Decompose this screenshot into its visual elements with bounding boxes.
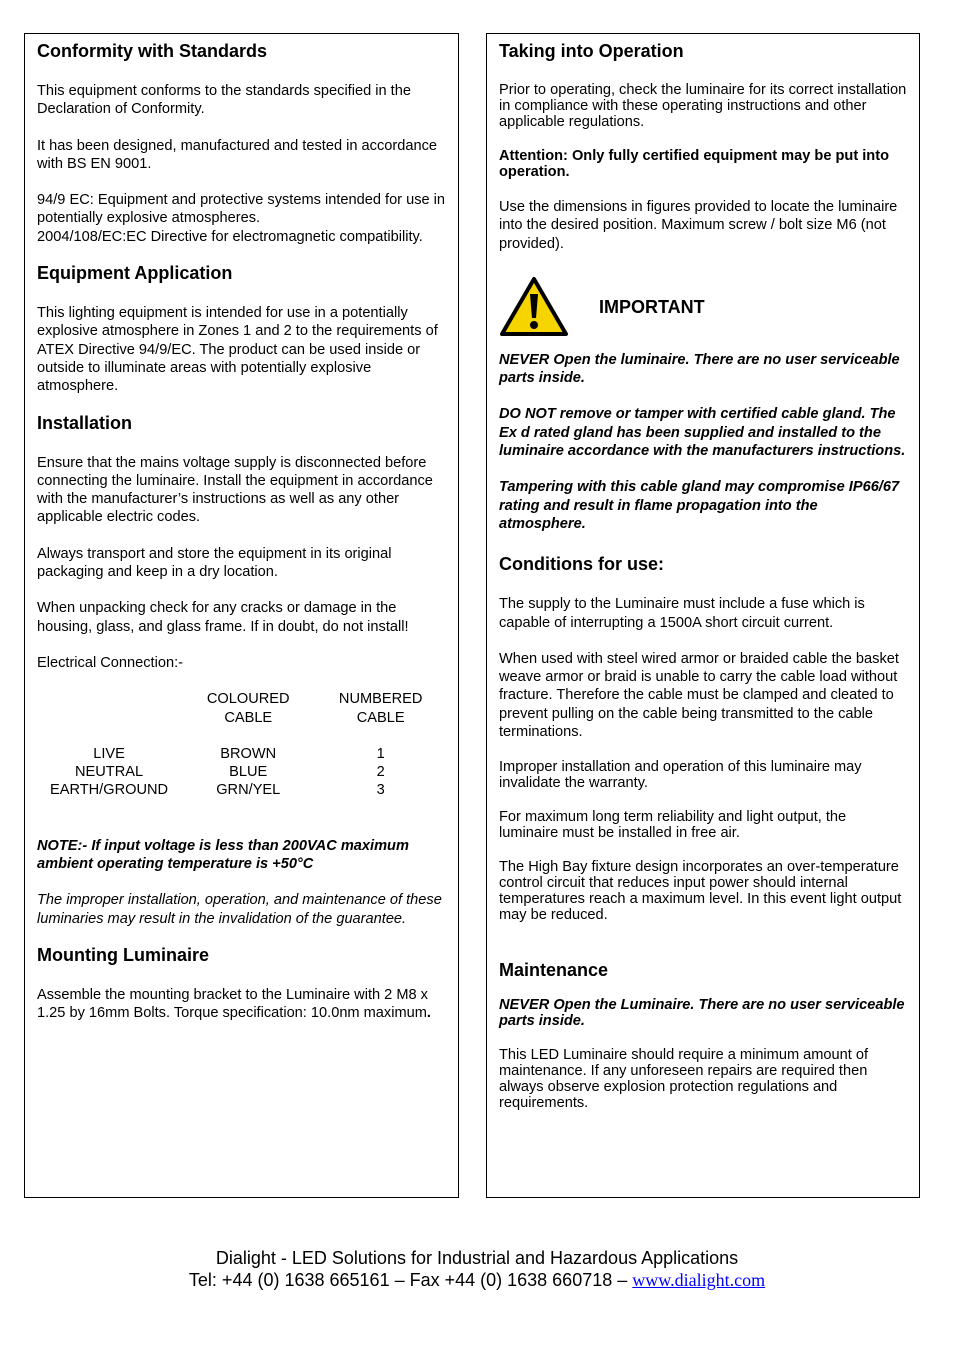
left-column [24,33,459,1198]
mounting-title: Mounting Luminaire [37,944,209,965]
important-warning-1: NEVER Open the luminaire. There are no user serviceable parts inside. [499,351,900,387]
table-cell: BROWN [220,745,277,762]
maintenance-warning: NEVER Open the Luminaire. There are no user serviceable parts inside. [499,997,905,1030]
table-cell: 2 [376,764,385,781]
conditions-p4: For maximum long term reliability and light output, the luminaire must be installed in free air. [499,809,847,842]
table-cell: 3 [376,782,385,799]
footer-phone-fax: Tel: +44 (0) 1638 665161 – Fax +44 (0) 1638 660718 – [188,1270,633,1290]
mounting-period: . [426,1005,431,1022]
conformity-title: Conformity with Standards [37,41,268,61]
footer-contact-line [0,1269,954,1291]
cable-table [37,690,446,799]
footer-company-line: Dialight - LED Solutions for Industrial and Hazardous Applications [215,1248,739,1268]
table-cell: LIVE [93,745,125,762]
table-cell: EARTH/GROUND [49,782,169,799]
conditions-p1: The supply to the Luminaire must include a fuse which is capable of interrupting a 1500A short circuit current. [499,596,865,631]
application-title: Equipment Application [37,263,233,284]
conditions-p2: When used with steel wired armor or braided cable the basket weave armor or braid is unable to carry the cable load without fracture. Therefore the cable must be clamped and cleated to prevent pulling on the cable being transmitted to the cable terminations. [499,650,899,741]
conditions-p5: The High Bay fixture design incorporates an over-temperature control circuit that reduces input power should internal temperatures reach a maximum level. In this event light output may be reduced. [499,859,902,924]
conditions-p3: Improper installation and operation of this luminaire may invalidate the warranty. [499,759,862,792]
installation-p3: When unpacking check for any cracks or damage in the housing, glass, and glass frame. If in doubt, do not install! [37,600,409,635]
operation-p2: Use the dimensions in figures provided to locate the luminaire into the desired position. Maximum screw / bolt size M6 (not provided). [499,199,898,252]
mounting-p1 [37,986,446,1023]
installation-p4: Electrical Connection:- [37,654,184,671]
warning-triangle-icon [499,276,569,338]
application-p1: This lighting equipment is intended for use in a potentially explosive atmosphere in Zones 1 and 2 to the requirements of ATEX Directive 94/9/EC. The product can be used inside or outside to illuminate areas with potentially explosive atmosphere. [37,305,438,395]
important-warning-3: Tampering with this cable gland may compromise IP66/67 rating and result in flame propagation into the atmosphere. [499,479,900,532]
table-header-cell: COLOURED CABLE [206,691,290,726]
table-cell: NEUTRAL [74,764,144,781]
conformity-p1: This equipment conforms to the standards specified in the Declaration of Conformity. [37,83,411,118]
table-row [37,745,446,763]
important-header [499,269,907,345]
important-title: IMPORTANT [599,296,705,317]
operation-p1: Prior to operating, check the luminaire for its correct installation in compliance with these operating instructions and other applicable regulations. [499,82,907,130]
table-row [37,781,446,799]
conformity-p4: 2004/108/EC:EC Directive for electromagnetic compatibility. [37,228,423,245]
table-cell: 1 [376,745,385,762]
table-header-cell [37,690,181,727]
attention-note: Attention: Only fully certified equipment may be put into operation. [499,148,889,180]
table-header-row [37,690,446,727]
installation-p2: Always transport and store the equipment in its original packaging and keep in a dry location. [37,545,392,581]
conformity-p2: It has been designed, manufactured and tested in accordance with BS EN 9001. [37,137,437,172]
conditions-title: Conditions for use: [499,554,664,575]
important-warning-2: DO NOT remove or tamper with certified cable gland. The Ex d rated gland has been supplied and installed to the luminaire accordance with the manufacturers instructions. [499,406,906,460]
table-cell: BLUE [229,764,268,781]
maintenance-title: Maintenance [499,960,609,981]
installation-title: Installation [37,412,133,433]
table-cell: GRN/YEL [216,782,281,799]
conformity-p3: 94/9 EC: Equipment and protective systems intended for use in potentially explosive atmospheres. [37,192,446,227]
table-header-cell: NUMBERED CABLE [338,691,423,726]
voltage-note: NOTE:- If input voltage is less than 200VAC maximum ambient operating temperature is +50°C [37,837,409,873]
guarantee-warning: The improper installation, operation, and maintenance of these luminaries may result in the invalidation of the guarantee. [37,892,442,927]
table-row [37,763,446,781]
operation-title: Taking into Operation [499,41,684,61]
right-column [486,33,920,1198]
mounting-text: Assemble the mounting bracket to the Luminaire with 2 M8 x 1.25 by 16mm Bolts. Torque specification: 10.0nm maximum [37,986,428,1022]
installation-p1: Ensure that the mains voltage supply is disconnected before connecting the luminaire. Install the equipment in accordance with the manufacturer’s instructions as well as any other applicable electric codes. [37,454,433,526]
website-link[interactable]: www.dialight.com [632,1270,766,1290]
maintenance-p1: This LED Luminaire should require a minimum amount of maintenance. If any unforeseen repairs are required then always observe explosion protection regulations and requirements. [499,1047,869,1112]
